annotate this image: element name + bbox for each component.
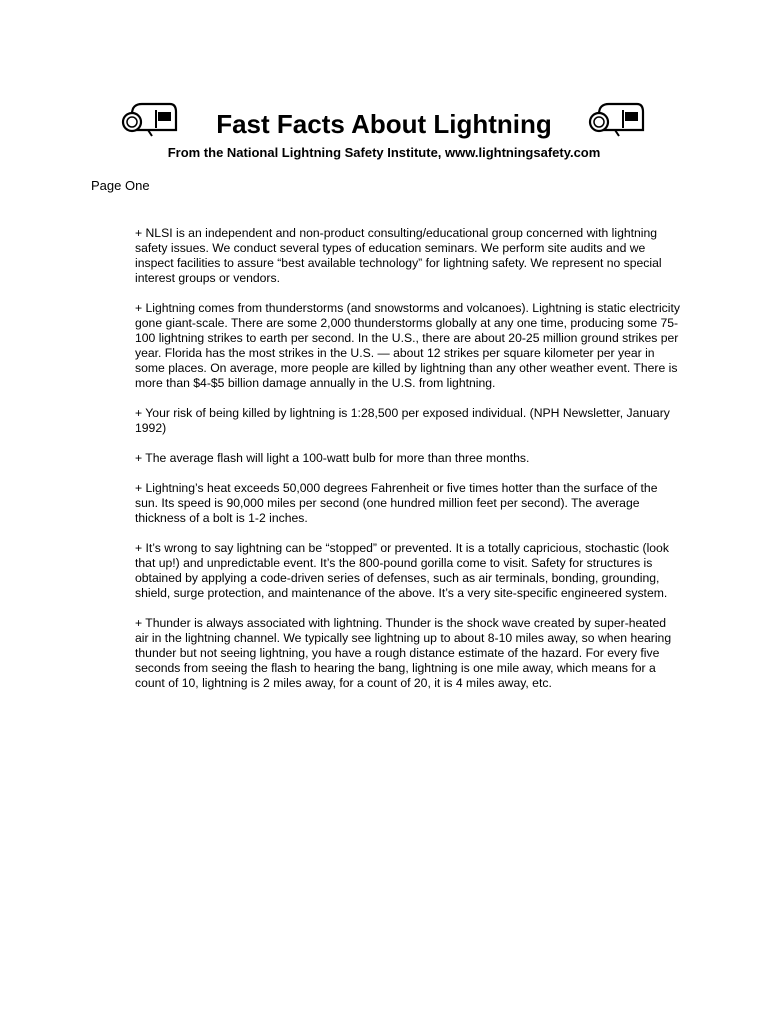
source-line: From the National Lightning Safety Institute, www.lightningsafety.com [167, 145, 601, 160]
fact-item: + Your risk of being killed by lightning is 1:28,500 per exposed individual. (NPH Newsletter, January 1992) [135, 406, 670, 435]
fact-item: + Lightning’s heat exceeds 50,000 degrees Fahrenheit or five times hotter than the surface of the sun. Its speed is 90,000 miles per second (one hundred million feet per second). The average thickness of a bolt is 1-2 inches. [135, 481, 658, 525]
page-title: Fast Facts About Lightning [216, 109, 552, 139]
fact-item: + NLSI is an independent and non-product consulting/educational group concerned with lightning safety issues. We conduct several types of education seminars. We perform site audits and we inspect facilities to assure “best available technology” for lightning safety. We represent no special interest groups or vendors. [135, 226, 662, 285]
document-header [0, 100, 768, 144]
fact-item: + It’s wrong to say lightning can be “stopped” or prevented. It is a totally capricious, stochastic (look that up!) and unpredictable event. It’s the 800-pound gorilla come to visit. Safety for structures is obtained by applying a code-driven series of defenses, such as air terminals, bonding, grounding, shield, surge protection, and maintenance of the above. It’s a very site-specific engineered system. [135, 541, 669, 600]
fact-list [135, 226, 680, 706]
fact-item: + Lightning comes from thunderstorms (and snowstorms and volcanoes). Lightning is static electricity gone giant-scale. There are some 2,000 thunderstorms globally at any one time, producing some 75-100 lightning strikes to earth per second. In the U.S., there are about 20-25 million ground strikes per year. Florida has the most strikes in the U.S. — about 12 strikes per square kilometer per year in some places. On average, more people are killed by lightning than any other weather event. There is more than $4-$5 billion damage annually in the U.S. from lightning. [135, 301, 680, 390]
fact-item: + Thunder is always associated with lightning. Thunder is the shock wave created by super-heated air in the lightning channel. We typically see lightning up to about 8-10 miles away, so when hearing thunder but not seeing lightning, you have a rough distance estimate of the hazard. For every five seconds from seeing the flash to hearing the bang, lightning is one mile away, which means for a count of 10, lightning is 2 miles away, for a count of 20, it is 4 miles away, etc. [135, 616, 672, 690]
fact-item: + The average flash will light a 100-watt bulb for more than three months. [135, 451, 530, 465]
mailbox-icon [585, 100, 647, 140]
page-label: Page One [91, 178, 150, 193]
